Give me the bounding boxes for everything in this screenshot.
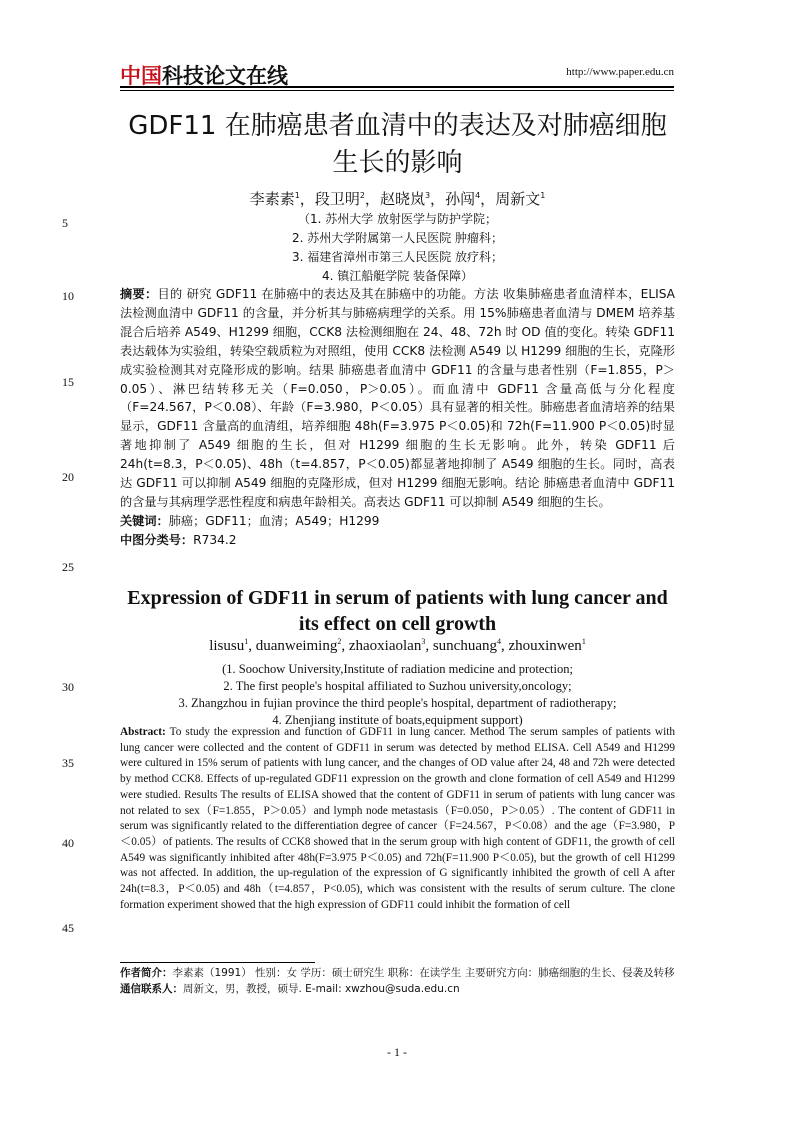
header-rule	[120, 86, 674, 91]
author-sup: 1	[244, 637, 249, 646]
author-sup: 2	[359, 191, 365, 200]
page-number: - 1 -	[387, 1045, 407, 1059]
keywords-cn-text: 肺癌；GDF11；血清；A549；H1299	[168, 513, 380, 528]
line-number: 30	[62, 680, 74, 694]
line-number: 25	[62, 560, 74, 574]
title-en: Expression of GDF11 in serum of patients with lung cancer and its effect on cell growth	[127, 587, 668, 635]
affiliation-en: (1. Soochow University,Institute of radiation medicine and protection;	[222, 662, 573, 676]
keywords-cn-label: 关键词：	[120, 513, 169, 528]
affiliation-en: 3. Zhangzhou in fujian province the third people's hospital, department of radiotherapy;	[178, 696, 617, 710]
author-name: 周新文	[495, 190, 541, 208]
author-sup: 4	[496, 637, 501, 646]
contact-text: 周新文，男，教授，硕导. E-mail: xwzhou@suda.edu.cn	[183, 982, 460, 995]
sep: ,	[248, 638, 256, 654]
title-cn: GDF11 在肺癌患者血清中的表达及对肺癌细胞生长的影响	[128, 111, 667, 178]
logo-black-text: 科技论文在线	[162, 64, 288, 88]
abstract-cn	[120, 285, 675, 550]
abstract-en	[120, 725, 675, 913]
line-number: 35	[62, 756, 74, 770]
footnotes	[120, 966, 675, 997]
contact-label: 通信联系人：	[120, 982, 183, 995]
sep: ，	[480, 190, 496, 208]
author-sup: 3	[421, 637, 426, 646]
sep: ，	[299, 190, 315, 208]
author-sup: 2	[337, 637, 342, 646]
abstract-en-label: Abstract:	[120, 726, 166, 738]
sep: ,	[341, 638, 349, 654]
sep: ，	[364, 190, 380, 208]
footnote-rule	[120, 962, 315, 963]
author-sup: 1	[540, 191, 546, 200]
author-name: lisusu	[209, 638, 245, 654]
sep: ，	[430, 190, 446, 208]
line-number: 20	[62, 470, 74, 484]
author-sup: 1	[581, 637, 586, 646]
affiliation-cn: 2. 苏州大学附属第一人民医院 肿瘤科；	[291, 231, 504, 245]
line-number: 5	[62, 216, 68, 230]
affiliation-en: 4. Zhenjiang institute of boats,equipment support)	[272, 713, 523, 727]
line-number: 40	[62, 836, 74, 850]
abstract-en-text: To study the expression and function of GDF11 in lung cancer. Method The serum samples of patients with lung cancer were collected and the content of GDF11 in serum was detected by method ELISA. Cell A549 and H1299 were cultured in 15% serum of patients with lung cancer, and the changes of OD value after 24, 48 and 72h were detected by method CCK8. Effects of up-regulated GDF11 expression on the growth and clone formation of cell A549 and H1299 were studied. Results The results of ELISA showed that the content of GDF11 in serum of patients with lung cancer was not related to sex（F=1.855，P＞0.05）and lymph node metastasis（F=0.050，P＞0.05）. The content of GDF11 in serum was significantly related to the differentiation degree of cancer（F=24.567，P＜0.08）and the age（F=3.980，P＜0.05）of patients. The results of CCK8 showed that in the serum group with high content of GDF11, the growth of cell A549 was significantly inhibited after 48h(F=3.975 P＜0.05) and 72h(F=11.900 P＜0.05), but the growth of cell H1299 was not affected. In addition, the up-regulation of the expression of G significantly inhibited the growth of cell A after 24h(t=8.3，P＜0.05) and 48h（t=4.857，P<0.05), which was consistent with the results of serum culture. The clone formation experiment showed that the high expression of GDF11 could inhibit the formation of cell	[120, 726, 675, 911]
affiliation-cn: 4. 镇江船艇学院 装备保障）	[321, 269, 474, 283]
bio-label: 作者简介：	[120, 967, 173, 979]
author-name: 李素素	[249, 190, 295, 208]
author-name: 孙闯	[445, 190, 476, 208]
clc-text: R734.2	[193, 532, 237, 547]
sep: ,	[425, 638, 433, 654]
line-number: 10	[62, 289, 74, 303]
author-name: 段卫明	[314, 190, 360, 208]
bio-text: 李素素（1991） 性别：女 学历：硕士研究生 职称：在读学生 主要研究方向：肺癌细胞的生长、侵袭及转移	[172, 967, 675, 979]
affiliations-en	[120, 661, 675, 729]
abstract-cn-text: 目的 研究 GDF11 在肺癌中的表达及其在肺癌中的功能。方法 收集肺癌患者血清样本，ELISA 法检测血清中 GDF11 的含量，并分析其与肺癌病理学的关系。用 15%肺癌患者血清与 DMEM 培养基混合后培养 A549、H1299 细胞，CCK8 法检测细胞在 24、48、72h 时 OD 值的变化。转染 GDF11 表达载体为实验组，转染空载质粒为对照组，使用 CCK8 法检测 A549 以 H1299 细胞的生长，克隆形成实验检测其对克隆形成的影响。结果 肺癌患者血清中 GDF11 的含量与患者性别（F=1.855，P＞0.05）、淋巴结转移无关（F=0.050，P＞0.05）。而血清中 GDF11 含量高低与分化程度（F=24.567，P＜0.08）、年龄（F=3.980，P＜0.05）具有显著的相关性。肺癌患者血清培养的结果显示，GDF11 含量高的血清组，培养细胞 48h(F=3.975 P＜0.05)和 72h(F=11.900 P＜0.05)时显著地抑制了 A549 细胞的生长，但对 H1299 细胞的生长无影响。此外，转染 GDF11 后 24h(t=8.3，P＜0.05)、48h（t=4.857，P＜0.05)都显著地抑制了 A549 细胞的生长。同时，高表达 GDF11 可以抑制 A549 细胞的克隆形成，但对 H1299 细胞无影响。结论 肺癌患者血清中 GDF11 的含量与其病理学恶性程度和病患年龄相关。高表达 GDF11 可以抑制 A549 细胞的生长。	[120, 287, 676, 509]
line-number: 15	[62, 375, 74, 389]
author-sup: 4	[475, 191, 481, 200]
author-name: sunchuang	[432, 638, 497, 654]
logo-red-text: 中国	[120, 64, 162, 88]
clc-label: 中图分类号：	[120, 532, 194, 547]
author-sup: 1	[294, 191, 300, 200]
author-name: 赵晓岚	[379, 190, 425, 208]
abstract-cn-label: 摘要：	[120, 287, 158, 301]
author-sup: 3	[424, 191, 431, 200]
header-url[interactable]: http://www.paper.edu.cn	[566, 66, 674, 78]
affiliation-cn: （1. 苏州大学 放射医学与防护学院；	[297, 212, 498, 226]
authors-cn	[120, 188, 675, 209]
sep: ,	[500, 638, 509, 654]
affiliation-en: 2. The first people's hospital affiliated to Suzhou university,oncology;	[223, 679, 572, 693]
author-name: zhaoxiaolan	[348, 638, 422, 654]
author-name: zhouxinwen	[508, 638, 582, 654]
affiliation-cn: 3. 福建省漳州市第三人民医院 放疗科；	[291, 250, 504, 264]
author-name: duanweiming	[255, 638, 338, 654]
line-number: 45	[62, 921, 74, 935]
authors-en	[120, 637, 675, 655]
